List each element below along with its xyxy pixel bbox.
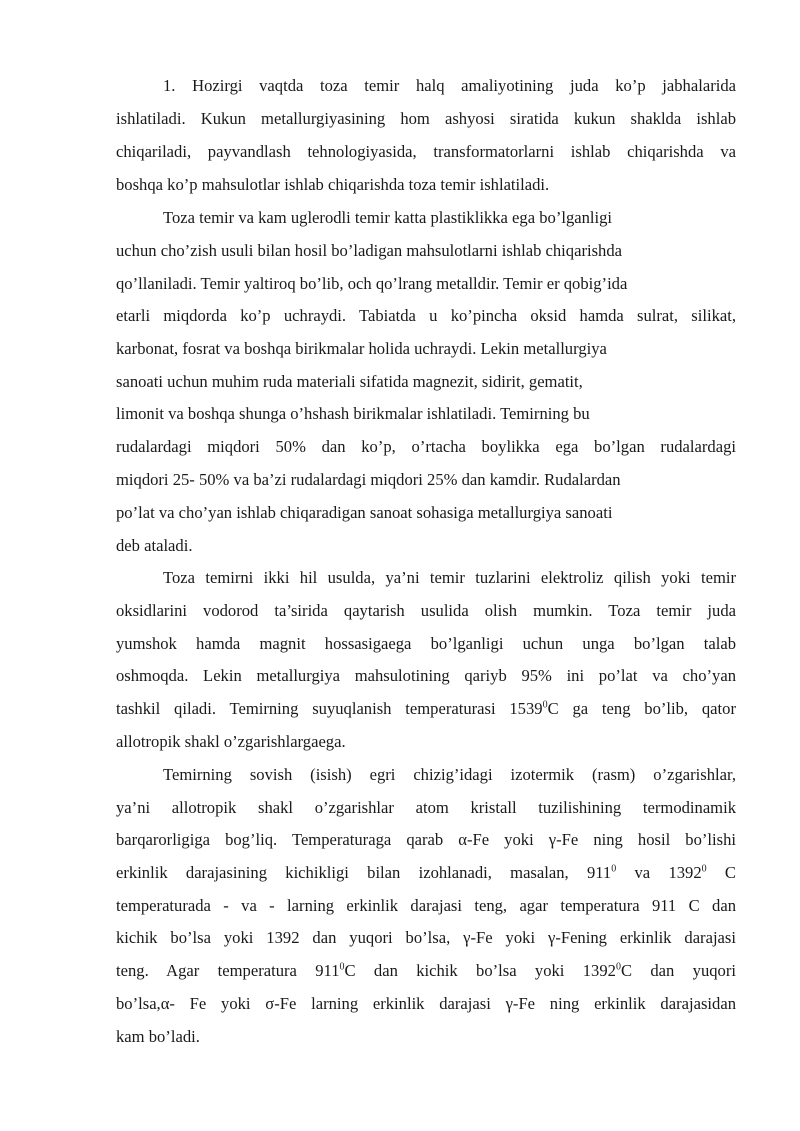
paragraph-3-line-5	[116, 693, 736, 725]
paragraph-3-line-6: allotropik shakl o’zgarishlargaega.	[116, 732, 346, 751]
paragraph-4-line-9: kam bo’ladi.	[116, 1027, 200, 1046]
paragraph-4-line-2: ya’ni allotropik shakl o’zgarishlar atom kristall tuzilishining termodinamik	[116, 798, 736, 817]
paragraph-4-line-8: bo’lsa,α- Fe yoki σ-Fe larning erkinlik darajasi γ-Fe ning erkinlik darajasidan	[116, 994, 736, 1013]
paragraph-1-line-1: 1. Hozirgi vaqtda toza temir halq amaliyotining juda ko’p jabhalarida	[163, 76, 736, 95]
superscript: 0	[611, 863, 617, 875]
paragraph-4-line-3: barqarorligiga bog’liq. Temperaturaga qarab α-Fe yoki γ-Fe ning hosil bo’lishi	[116, 830, 736, 849]
paragraph-3-line-1: Toza temirni ikki hil usulda, ya’ni temir tuzlarini elektroliz qilish yoki temir	[163, 568, 736, 587]
paragraph-2-line-9: miqdori 25- 50% va ba’zi rudalardagi miqdori 25% dan kamdir. Rudalardan	[116, 470, 621, 489]
paragraph-4-line-6: kichik bo’lsa yoki 1392 dan yuqori bo’lsa, γ-Fe yoki γ-Fening erkinlik darajasi	[116, 928, 736, 947]
superscript: 0	[339, 961, 345, 973]
text-run: C ga teng bo’lib, qator	[547, 699, 736, 718]
paragraph-2-line-1: Toza temir va kam uglerodli temir katta plastiklikka ega bo’lganligi	[163, 208, 613, 227]
superscript: 0	[542, 699, 548, 711]
text-run: C	[706, 863, 737, 882]
text-run: C dan yuqori	[620, 961, 736, 980]
paragraph-3-line-4: oshmoqda. Lekin metallurgiya mahsulotining qariyb 95% ini po’lat va cho’yan	[116, 666, 736, 685]
text-run: tashkil qiladi. Temirning suyuqlanish temperaturasi 1539	[116, 699, 543, 718]
paragraph-2-line-3: qo’llaniladi. Temir yaltiroq bo’lib, och qo’lrang metalldir. Temir er qobig’ida	[116, 274, 628, 293]
paragraph-2-line-11: deb ataladi.	[116, 536, 193, 555]
paragraph-3-line-3: yumshok hamda magnit hossasigaega bo’lganligi uchun unga bo’lgan talab	[116, 634, 736, 653]
paragraph-3-line-2: oksidlarini vodorod ta’sirida qaytarish usulida olish mumkin. Toza temir juda	[116, 601, 736, 620]
text-run: va 1392	[616, 863, 702, 882]
paragraph-1-line-3: chiqariladi, payvandlash tehnologiyasida, transformatorlarni ishlab chiqarishda va	[116, 142, 736, 161]
paragraph-2-line-2: uchun cho’zish usuli bilan hosil bo’ladigan mahsulotlarni ishlab chiqarishda	[116, 241, 623, 260]
superscript: 0	[615, 961, 621, 973]
paragraph-2-line-7: limonit va boshqa shunga o’hshash birikmalar ishlatiladi. Temirning bu	[116, 404, 590, 423]
paragraph-4-line-4	[116, 857, 736, 889]
paragraph-4-line-1: Temirning sovish (isish) egri chizig’idagi izotermik (rasm) o’zgarishlar,	[163, 765, 736, 784]
superscript: 0	[701, 863, 707, 875]
paragraph-2-line-5: karbonat, fosrat va boshqa birikmalar holida uchraydi. Lekin metallurgiya	[116, 339, 607, 358]
paragraph-1-line-2: ishlatiladi. Kukun metallurgiyasining hom ashyosi siratida kukun shaklda ishlab	[116, 109, 736, 128]
text-run: erkinlik darajasining kichikligi bilan izohlanadi, masalan, 911	[116, 863, 612, 882]
paragraph-2-line-6: sanoati uchun muhim ruda materiali sifatida magnezit, sidirit, gematit,	[116, 372, 583, 391]
paragraph-4-line-5: temperaturada - va - larning erkinlik darajasi teng, agar temperatura 911 C dan	[116, 896, 736, 915]
text-run: C dan kichik bo’lsa yoki 1392	[344, 961, 616, 980]
paragraph-2-line-10: po’lat va cho’yan ishlab chiqaradigan sanoat sohasiga metallurgiya sanoati	[116, 503, 613, 522]
paragraph-2-line-8: rudalardagi miqdori 50% dan ko’p, o’rtacha boylikka ega bo’lgan rudalardagi	[116, 437, 736, 456]
text-run: teng. Agar temperatura 911	[116, 961, 340, 980]
paragraph-2-line-4: etarli miqdorda ko’p uchraydi. Tabiatda u ko’pincha oksid hamda sulrat, silikat,	[116, 306, 736, 325]
paragraph-1-line-4: boshqa ko’p mahsulotlar ishlab chiqarishda toza temir ishlatiladi.	[116, 175, 550, 194]
paragraph-4-line-7	[116, 955, 736, 987]
